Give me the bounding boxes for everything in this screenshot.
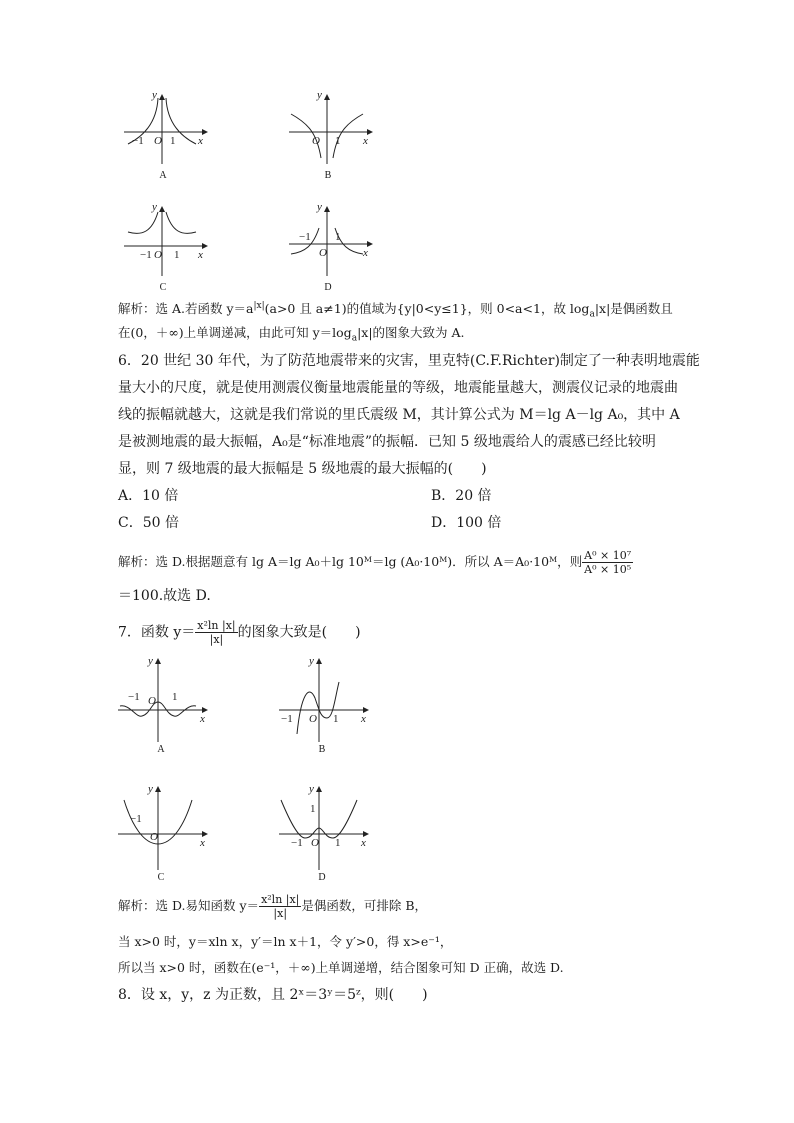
tick-one: 1 (333, 713, 339, 725)
graph-option-a-top (118, 89, 208, 181)
tick-one: 1 (170, 135, 176, 147)
tick-one: 1 (172, 691, 178, 703)
q5-analysis-line1: 解析：选 A.若函数 $y=a^{|x|}(a>0$ 且 a≠1)的值域为{y|0<y≤1}，则 0<a<1，故 $\log_a|x|$是偶函数且 (118, 301, 673, 320)
graph-label: D (324, 282, 332, 293)
tick-one: 1 (335, 231, 341, 243)
origin-label: O (154, 135, 162, 147)
tick-minus-one: −1 (291, 837, 303, 849)
graph-label: A (157, 744, 165, 755)
axis-x-label: x (198, 249, 203, 261)
graph-label: C (157, 872, 165, 883)
axis-x-label: x (198, 135, 203, 147)
origin-label: O (319, 247, 327, 259)
axis-x-label: x (363, 135, 368, 147)
tick-minus-one: −1 (132, 135, 144, 147)
graph-option-d-top (283, 201, 373, 293)
q6-stem-line2: 量大小的尺度，就是使用测震仪衡量地震能量的等级，地震能量越大，测震仪记录的地震曲 (118, 380, 678, 396)
tick-minus-one: −1 (140, 249, 152, 261)
tick-one: 1 (174, 249, 180, 261)
axis-y-label: y (309, 783, 314, 795)
q6-stem-line1: 6．20 世纪 30 年代，为了防范地震带来的灾害，里克特(C.F.Richter)制定了一种表明地震能 (118, 353, 700, 369)
origin-label: O (311, 837, 319, 849)
axis-y-label: y (152, 89, 157, 101)
function-fraction: $\frac{\text{x²ln |x|}}{|x|}$ (197, 619, 236, 646)
q6-stem-line5: 显，则 7 级地震的最大振幅是 5 级地震的最大振幅的( ) (118, 461, 487, 477)
origin-label: O (150, 831, 158, 843)
axis-y-label: y (152, 201, 157, 213)
q6-option-d: D．100 倍 (431, 515, 502, 531)
tick-minus-one: −1 (130, 813, 142, 825)
graph-option-b-top (283, 89, 373, 181)
q7-graph-a (114, 654, 208, 755)
amplitude-fraction: $\frac{\text{A⁰ × 10⁷}}{\text{A⁰ × 10⁵}}$ (584, 549, 632, 576)
q7-analysis-line1: 解析：选 D.易知函数 y＝ $\frac{\text{x²ln |x|}}{|x|}$ 是偶函数，可排除 B， (118, 893, 428, 920)
q7-graph-b (275, 654, 369, 755)
tick-one: 1 (335, 135, 341, 147)
tick-minus-one: −1 (281, 713, 293, 725)
q6-option-a: A．10 倍 (118, 488, 179, 504)
q8-stem: 8．设 x，y，z 为正数，且 2ˣ＝3ʸ＝5ᶻ，则( ) (118, 987, 428, 1003)
origin-label: O (148, 695, 156, 707)
q7-graph-c (114, 782, 208, 883)
q6-stem-line3: 线的振幅就越大，这就是我们常说的里氏震级 M，其计算公式为 M＝lg A－lg A₀，其中 A (118, 407, 680, 423)
tick-minus-one: −1 (128, 691, 140, 703)
graph-option-c-top (118, 201, 208, 293)
analysis-fraction: $\frac{\text{x²ln |x|}}{|x|}$ (261, 893, 300, 920)
q7-graph-d (275, 782, 369, 883)
tick-minus-one: −1 (299, 231, 311, 243)
graph-label: C (159, 282, 167, 293)
axis-x-label: x (361, 837, 366, 849)
origin-label: O (312, 135, 320, 147)
graph-label: A (159, 170, 167, 181)
graph-label: B (318, 744, 326, 755)
q6-analysis-line2: ＝100.故选 D. (118, 588, 211, 604)
axis-y-label: y (148, 655, 153, 667)
graph-label: D (318, 872, 326, 883)
origin-label: O (154, 249, 162, 261)
q5-analysis-line2: 在(0，＋∞)上单调递减，由此可知 $y=\log_a|x|$的图象大致为 A. (118, 325, 465, 344)
q7-stem: 7．函数 y＝ $\frac{\text{x²ln |x|}}{|x|}$ 的图象大致是( ) (118, 619, 361, 646)
tick-y-one: 1 (310, 803, 316, 815)
q6-option-c: C．50 倍 (118, 515, 179, 531)
q6-stem-line4: 是被测地震的最大振幅，A₀是“标准地震”的振幅．已知 5 级地震给人的震感已经比较明 (118, 434, 656, 450)
axis-y-label: y (309, 655, 314, 667)
q7-analysis-line2: 当 x>0 时，y＝xln x，y′＝ln x＋1，令 y′>0，得 x>e⁻¹， (118, 934, 453, 949)
axis-y-label: y (148, 783, 153, 795)
q6-option-b: B．20 倍 (431, 488, 492, 504)
axis-y-label: y (317, 201, 322, 213)
graph-label: B (324, 170, 332, 181)
axis-x-label: x (200, 713, 205, 725)
axis-y-label: y (317, 89, 322, 101)
origin-label: O (309, 713, 317, 725)
axis-x-label: x (361, 713, 366, 725)
axis-x-label: x (363, 247, 368, 259)
tick-one: 1 (335, 837, 341, 849)
q6-analysis-line1: 解析：选 D.根据题意有 lg A＝lg A₀＋lg 10ᴹ＝lg (A₀·10ᴹ)．所以 A＝A₀·10ᴹ，则 $\frac{\text{A⁰ × 10⁷}}{\text{A⁰ × 10⁵}}$ (118, 549, 632, 576)
axis-x-label: x (200, 837, 205, 849)
q7-analysis-line3: 所以当 x>0 时，函数在(e⁻¹，＋∞)上单调递增，结合图象可知 D 正确，故选 D. (118, 960, 564, 975)
